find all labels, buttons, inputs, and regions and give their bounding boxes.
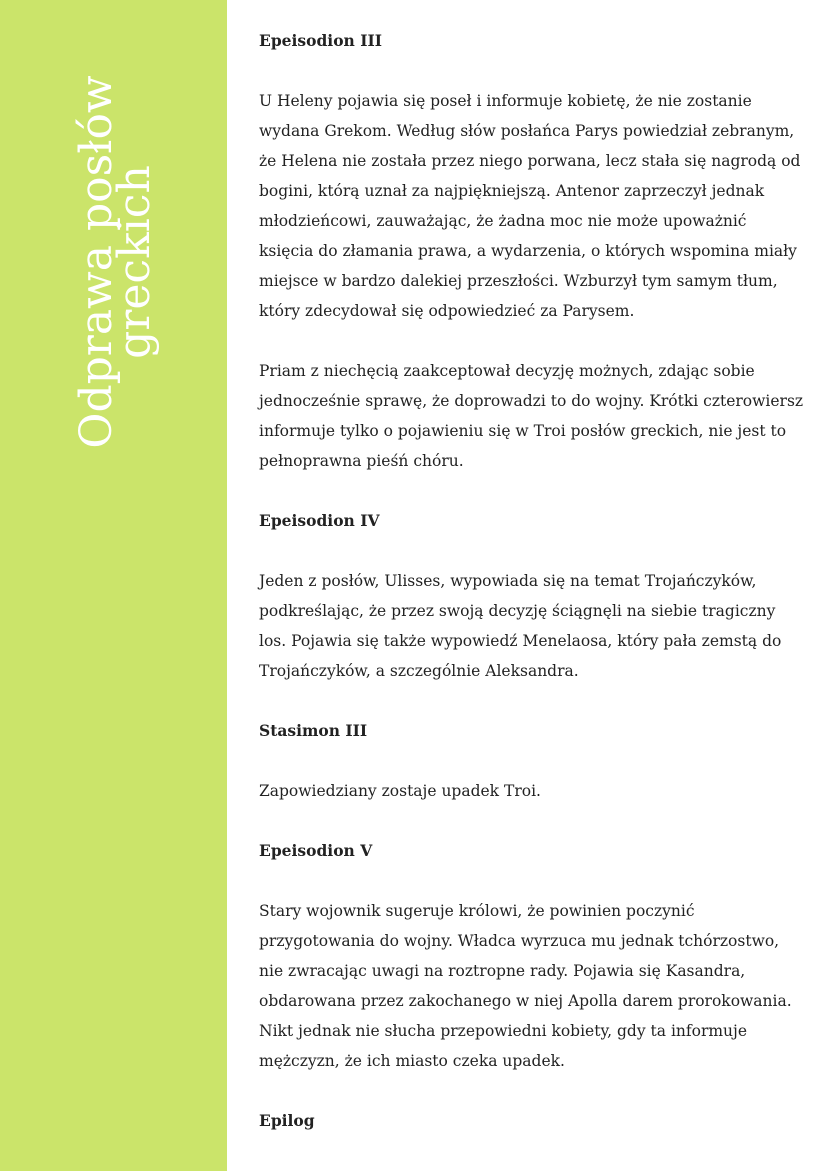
paragraph: Stary wojownik sugeruje królowi, że powinien poczynić przygotowania do wojny. Władca wyrzuca mu jednak tchórzostwo, nie zwracając uwagi na roztropne rady. Pojawia się Kasandra, obdarowana przez zakochanego w niej Apolla darem prorokowania. Nikt jednak nie słucha przepowiedni kobiety, gdy ta informuje mężczyzn, że ich miasto czeka upadek. bbox=[259, 902, 792, 1070]
sidebar-title-line-2: greckich bbox=[109, 165, 160, 359]
main-content bbox=[259, 26, 804, 1136]
sidebar-title-line-1: Odprawa posłów bbox=[71, 75, 122, 449]
section-heading-epeisodion-3: Epeisodion III bbox=[259, 31, 382, 50]
paragraph: Jeden z posłów, Ulisses, wypowiada się na temat Trojańczyków, podkreślając, że przez swoją decyzję ściągnęli na siebie tragiczny los. Pojawia się także wypowiedź Menelaosa, który pała zemstą do Trojańczyków, a szczególnie Aleksandra. bbox=[259, 572, 782, 680]
section-heading-epeisodion-5: Epeisodion V bbox=[259, 841, 373, 860]
section-heading-stasimon-3: Stasimon III bbox=[259, 721, 368, 740]
paragraph: U Heleny pojawia się poseł i informuje kobietę, że nie zostanie wydana Grekom. Według słów posłańca Parys powiedział zebranym, że Helena nie została przez niego porwana, lecz stała się nagrodą od bogini, którą uznał za najpiękniejszą. Antenor zaprzeczył jednak młodzieńcowi, zauważając, że żadna moc nie może upoważnić księcia do złamania prawa, a wydarzenia, o których wspomina miały miejsce w bardzo dalekiej przeszłości. Wzburzył tym samym tłum, który zdecydował się odpowiedzieć za Parysem. bbox=[259, 92, 801, 320]
sidebar-title bbox=[71, 75, 160, 449]
section-heading-epeisodion-4: Epeisodion IV bbox=[259, 511, 380, 530]
section-heading-epilog: Epilog bbox=[259, 1111, 315, 1130]
paragraph: Zapowiedziany zostaje upadek Troi. bbox=[259, 782, 541, 800]
sidebar bbox=[0, 0, 227, 1171]
paragraph: Priam z niechęcią zaakceptował decyzję możnych, zdając sobie jednocześnie sprawę, że doprowadzi to do wojny. Krótki czterowiersz informuje tylko o pojawieniu się w Troi posłów greckich, nie jest to pełnoprawna pieśń chóru. bbox=[259, 362, 804, 470]
